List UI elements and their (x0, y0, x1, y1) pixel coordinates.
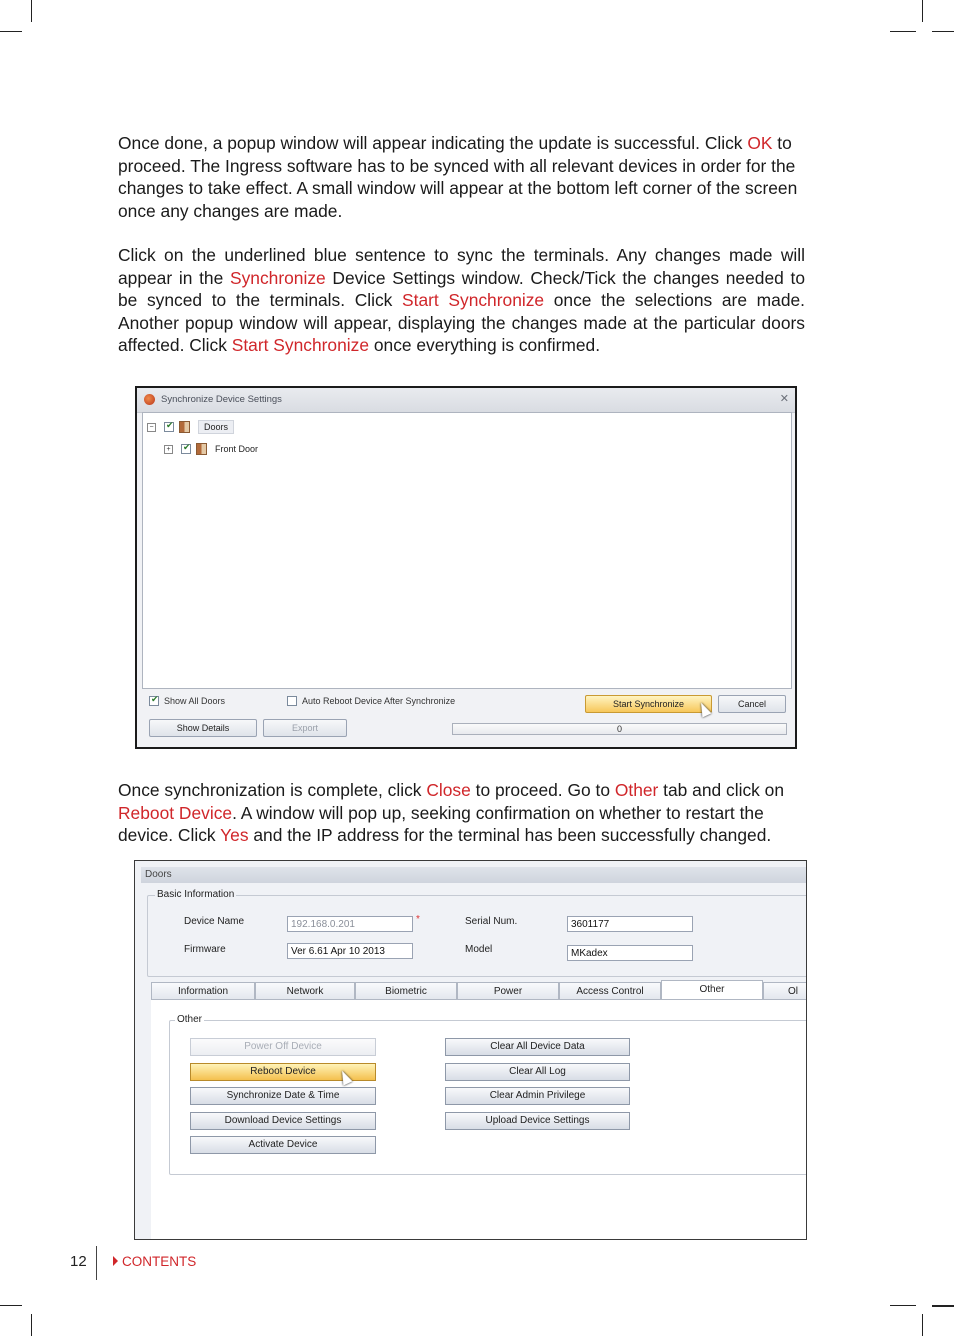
paragraph-reboot-instructions (118, 779, 805, 847)
model-label: Model (465, 944, 493, 955)
crop-mark (890, 31, 916, 32)
text: Once synchronization is complete, click (118, 780, 427, 800)
tab-power[interactable]: Power (457, 982, 559, 999)
highlight-start-synchronize: Start Synchronize (402, 290, 545, 310)
crop-mark (932, 1305, 954, 1307)
crop-mark (922, 1314, 923, 1336)
tab-other[interactable]: Other (661, 980, 763, 1000)
crop-mark (890, 1305, 916, 1306)
clear-all-device-data-button[interactable]: Clear All Device Data (445, 1038, 630, 1056)
synchronize-date-time-button[interactable]: Synchronize Date & Time (190, 1087, 376, 1105)
power-off-device-button[interactable]: Power Off Device (190, 1038, 376, 1056)
tab-information[interactable]: Information (151, 982, 255, 999)
auto-reboot-checkbox[interactable] (287, 696, 297, 706)
doors-checkbox[interactable] (164, 422, 174, 432)
triangle-right-icon (113, 1256, 118, 1266)
sync-progress-bar: 0 (452, 723, 787, 735)
activate-device-button[interactable]: Activate Device (190, 1136, 376, 1154)
export-button[interactable]: Export (263, 719, 347, 737)
auto-reboot-option[interactable] (287, 696, 455, 706)
cancel-button[interactable]: Cancel (718, 695, 786, 713)
text: Once done, a popup window will appear indicating the update is successful. Click (118, 133, 748, 153)
highlight-synchronize: Synchronize (229, 267, 326, 288)
tab-access-control[interactable]: Access Control (559, 982, 661, 999)
tree-label: Doors (198, 420, 234, 434)
tab-network[interactable]: Network (255, 982, 355, 999)
sync-options-bar (142, 694, 792, 744)
paragraph-update-success (118, 132, 805, 222)
reboot-device-button[interactable]: Reboot Device (190, 1063, 376, 1081)
device-name-field[interactable]: 192.168.0.201 (287, 916, 413, 932)
tab-overflow[interactable]: Ol (763, 982, 807, 999)
sync-device-settings-window (135, 386, 797, 749)
highlight-reboot-device: Reboot Device (118, 802, 233, 823)
contents-link[interactable] (113, 1254, 196, 1269)
text: once the selections are made. Another popup window will appear, displaying the changes made at the particular doors affected. Click (118, 290, 805, 355)
serial-number-field[interactable]: 3601177 (567, 916, 693, 932)
option-label: Show All Doors (164, 696, 226, 706)
door-icon (179, 421, 190, 433)
crop-mark (31, 0, 32, 22)
front-door-checkbox[interactable] (181, 444, 191, 454)
group-label: Basic Information (157, 889, 235, 900)
text: to proceed. The Ingress software has to be synced with all relevant devices in order for the changes to take effect. A small window will appear at the bottom left corner of the screen once any changes are made. (118, 133, 798, 221)
contents-label: CONTENTS (122, 1254, 197, 1269)
text: to proceed. Go to (470, 780, 615, 800)
text: and the IP address for the terminal has been successfully changed. (248, 825, 772, 845)
app-icon (144, 394, 155, 405)
window-title: Synchronize Device Settings (161, 394, 282, 405)
clear-all-log-button[interactable]: Clear All Log (445, 1063, 630, 1081)
tree-label: Front Door (215, 444, 259, 454)
download-device-settings-button[interactable]: Download Device Settings (190, 1112, 376, 1130)
text: Device Settings window. Check/Tick the changes needed to be synced to the terminals. Click (118, 267, 805, 310)
crop-mark (932, 31, 954, 32)
upload-device-settings-button[interactable]: Upload Device Settings (445, 1112, 630, 1130)
text: once everything is confirmed. (369, 335, 601, 355)
serial-number-label: Serial Num. (465, 916, 518, 927)
collapse-icon[interactable]: − (147, 423, 156, 432)
show-all-doors-checkbox[interactable] (149, 696, 159, 706)
clear-admin-privilege-button[interactable]: Clear Admin Privilege (445, 1087, 630, 1105)
other-tab-panel (151, 999, 807, 1240)
crop-mark (0, 31, 22, 32)
page-number: 12 (70, 1253, 87, 1270)
text: Click on the underlined blue sentence to sync the terminals. Any changes made will appear in the (118, 245, 805, 288)
window-title-bar (137, 388, 795, 413)
door-icon (196, 443, 207, 455)
basic-information-group (147, 895, 807, 977)
highlight-start-synchronize: Start Synchronize (231, 335, 370, 355)
tab-biometric[interactable]: Biometric (355, 982, 457, 999)
firmware-field[interactable]: Ver 6.61 Apr 10 2013 (287, 943, 413, 959)
tree-item-doors[interactable] (147, 419, 234, 435)
option-label: Auto Reboot Device After Synchronize (302, 696, 456, 706)
highlight-ok: OK (747, 133, 773, 153)
window-title: Doors (141, 867, 806, 883)
text: tab and click on (658, 780, 785, 800)
firmware-label: Firmware (184, 944, 226, 955)
footer-divider (96, 1246, 97, 1280)
text: . A window will pop up, seeking confirmation on whether to restart the device. Click (118, 802, 764, 845)
show-details-button[interactable]: Show Details (149, 719, 257, 737)
required-mark: * (416, 914, 420, 925)
highlight-yes: Yes (220, 825, 249, 845)
door-tree (142, 412, 792, 689)
group-label: Other (177, 1014, 203, 1025)
paragraph-sync-instructions (118, 244, 805, 357)
expand-icon[interactable]: + (164, 445, 173, 454)
crop-mark (0, 1305, 22, 1306)
crop-mark (922, 0, 923, 22)
device-name-label: Device Name (184, 916, 245, 927)
show-all-doors-option[interactable] (149, 696, 225, 706)
doors-window (134, 860, 807, 1240)
start-synchronize-button[interactable]: Start Synchronize (585, 695, 712, 713)
crop-mark (31, 1314, 32, 1336)
model-field[interactable]: MKadex (567, 945, 693, 961)
tree-item-front-door[interactable] (164, 441, 258, 457)
close-icon[interactable]: ✕ (779, 393, 789, 405)
highlight-close: Close (426, 780, 471, 800)
highlight-other: Other (614, 780, 659, 800)
